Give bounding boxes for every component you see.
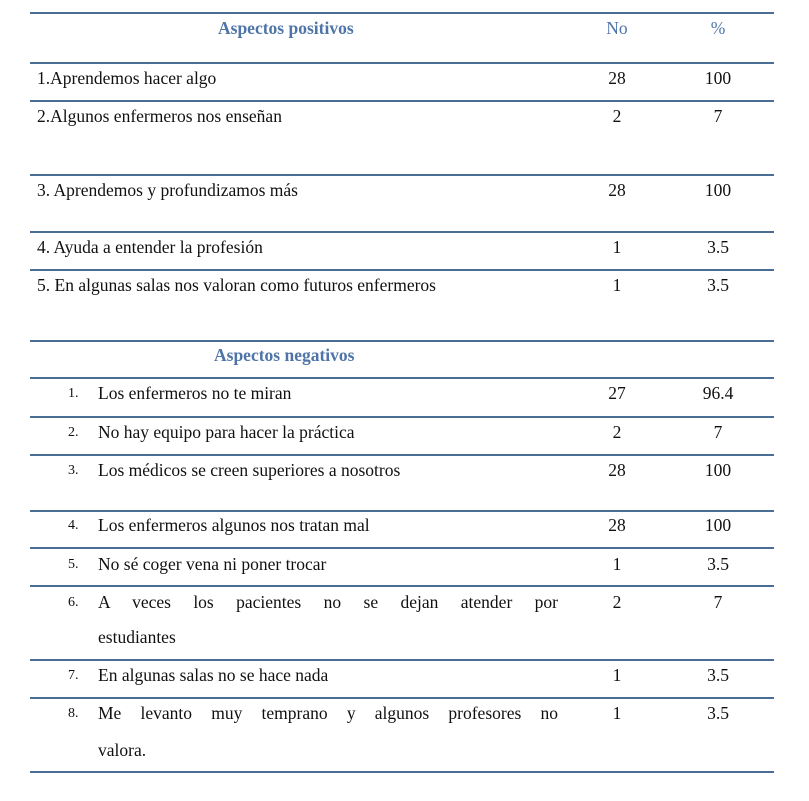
positive-row-no: 28: [608, 180, 626, 200]
negative-row-no: 1: [612, 703, 622, 723]
negative-row-no: 27: [608, 383, 626, 403]
column-header-pct: %: [710, 18, 726, 38]
negative-row-no: 1: [612, 554, 622, 574]
positive-row-no: 1: [612, 275, 622, 295]
negative-row-no: 2: [612, 422, 622, 442]
negative-row-text: En algunas salas no se hace nada: [98, 665, 329, 685]
negative-row-index: 1.: [68, 386, 79, 401]
negative-row-text-line1: A veces los pacientes no se dejan atender por: [98, 592, 558, 612]
negative-row-pct: 3.5: [707, 554, 729, 574]
negative-row-pct: 100: [704, 515, 732, 535]
negative-row-no: 28: [608, 460, 626, 480]
negative-row-pct: 96.4: [702, 383, 734, 403]
negative-row-index: 2.: [68, 425, 79, 440]
negative-row-index: 7.: [68, 668, 79, 683]
column-header-no: No: [606, 18, 628, 38]
negative-header-label: Aspectos negativos: [214, 345, 355, 365]
negative-row-index: 3.: [68, 463, 79, 478]
negative-row-text: Los enfermeros algunos nos tratan mal: [98, 515, 370, 535]
row-divider: [30, 340, 774, 342]
positive-row-text: 5. En algunas salas nos valoran como futuros enfermeros: [37, 275, 436, 295]
positive-row-pct: 100: [704, 68, 732, 88]
positive-row-text: 2.Algunos enfermeros nos enseñan: [37, 106, 282, 126]
positive-row-text: 1.Aprendemos hacer algo: [37, 68, 217, 88]
negative-row-text-line2: estudiantes: [98, 627, 176, 647]
positive-row-pct: 7: [713, 106, 723, 126]
positive-row-pct: 100: [704, 180, 732, 200]
negative-row-text: [98, 585, 558, 619]
row-divider: [30, 659, 774, 661]
negative-row-no: 28: [608, 515, 626, 535]
row-divider: [30, 174, 774, 176]
negative-row-text: No sé coger vena ni poner trocar: [98, 554, 327, 574]
negative-row-index: 8.: [68, 706, 79, 721]
negative-row-pct: 100: [704, 460, 732, 480]
negative-row-no: 1: [612, 665, 622, 685]
table-bottom-rule: [30, 771, 774, 773]
positive-row-pct: 3.5: [707, 237, 729, 257]
positive-row-text: 3. Aprendemos y profundizamos más: [37, 180, 298, 200]
negative-row-text-line2: valora.: [98, 740, 147, 760]
negative-row-text: Los enfermeros no te miran: [98, 383, 292, 403]
row-divider: [30, 62, 774, 64]
negative-row-pct: 3.5: [707, 703, 729, 723]
row-divider: [30, 547, 774, 549]
negative-row-index: 4.: [68, 518, 79, 533]
positive-row-pct: 3.5: [707, 275, 729, 295]
row-divider: [30, 377, 774, 379]
positive-row-no: 2: [612, 106, 622, 126]
row-divider: [30, 231, 774, 233]
positive-row-no: 1: [612, 237, 622, 257]
negative-row-pct: 3.5: [707, 665, 729, 685]
positive-row-text: 4. Ayuda a entender la profesión: [37, 237, 263, 257]
negative-row-pct: 7: [713, 592, 723, 612]
row-divider: [30, 510, 774, 512]
negative-row-text-line1: Me levanto muy temprano y algunos profesores no: [98, 703, 558, 723]
negative-row-text: No hay equipo para hacer la práctica: [98, 422, 355, 442]
negative-row-text: [98, 696, 558, 730]
positive-header-label: Aspectos positivos: [218, 18, 354, 38]
negative-row-index: 5.: [68, 557, 79, 572]
negative-row-pct: 7: [713, 422, 723, 442]
row-divider: [30, 100, 774, 102]
negative-row-text: Los médicos se creen superiores a nosotros: [98, 460, 401, 480]
negative-row-no: 2: [612, 592, 622, 612]
row-divider: [30, 454, 774, 456]
table-top-rule: [30, 12, 774, 14]
row-divider: [30, 269, 774, 271]
negative-row-index: 6.: [68, 595, 79, 610]
row-divider: [30, 416, 774, 418]
positive-row-no: 28: [608, 68, 626, 88]
